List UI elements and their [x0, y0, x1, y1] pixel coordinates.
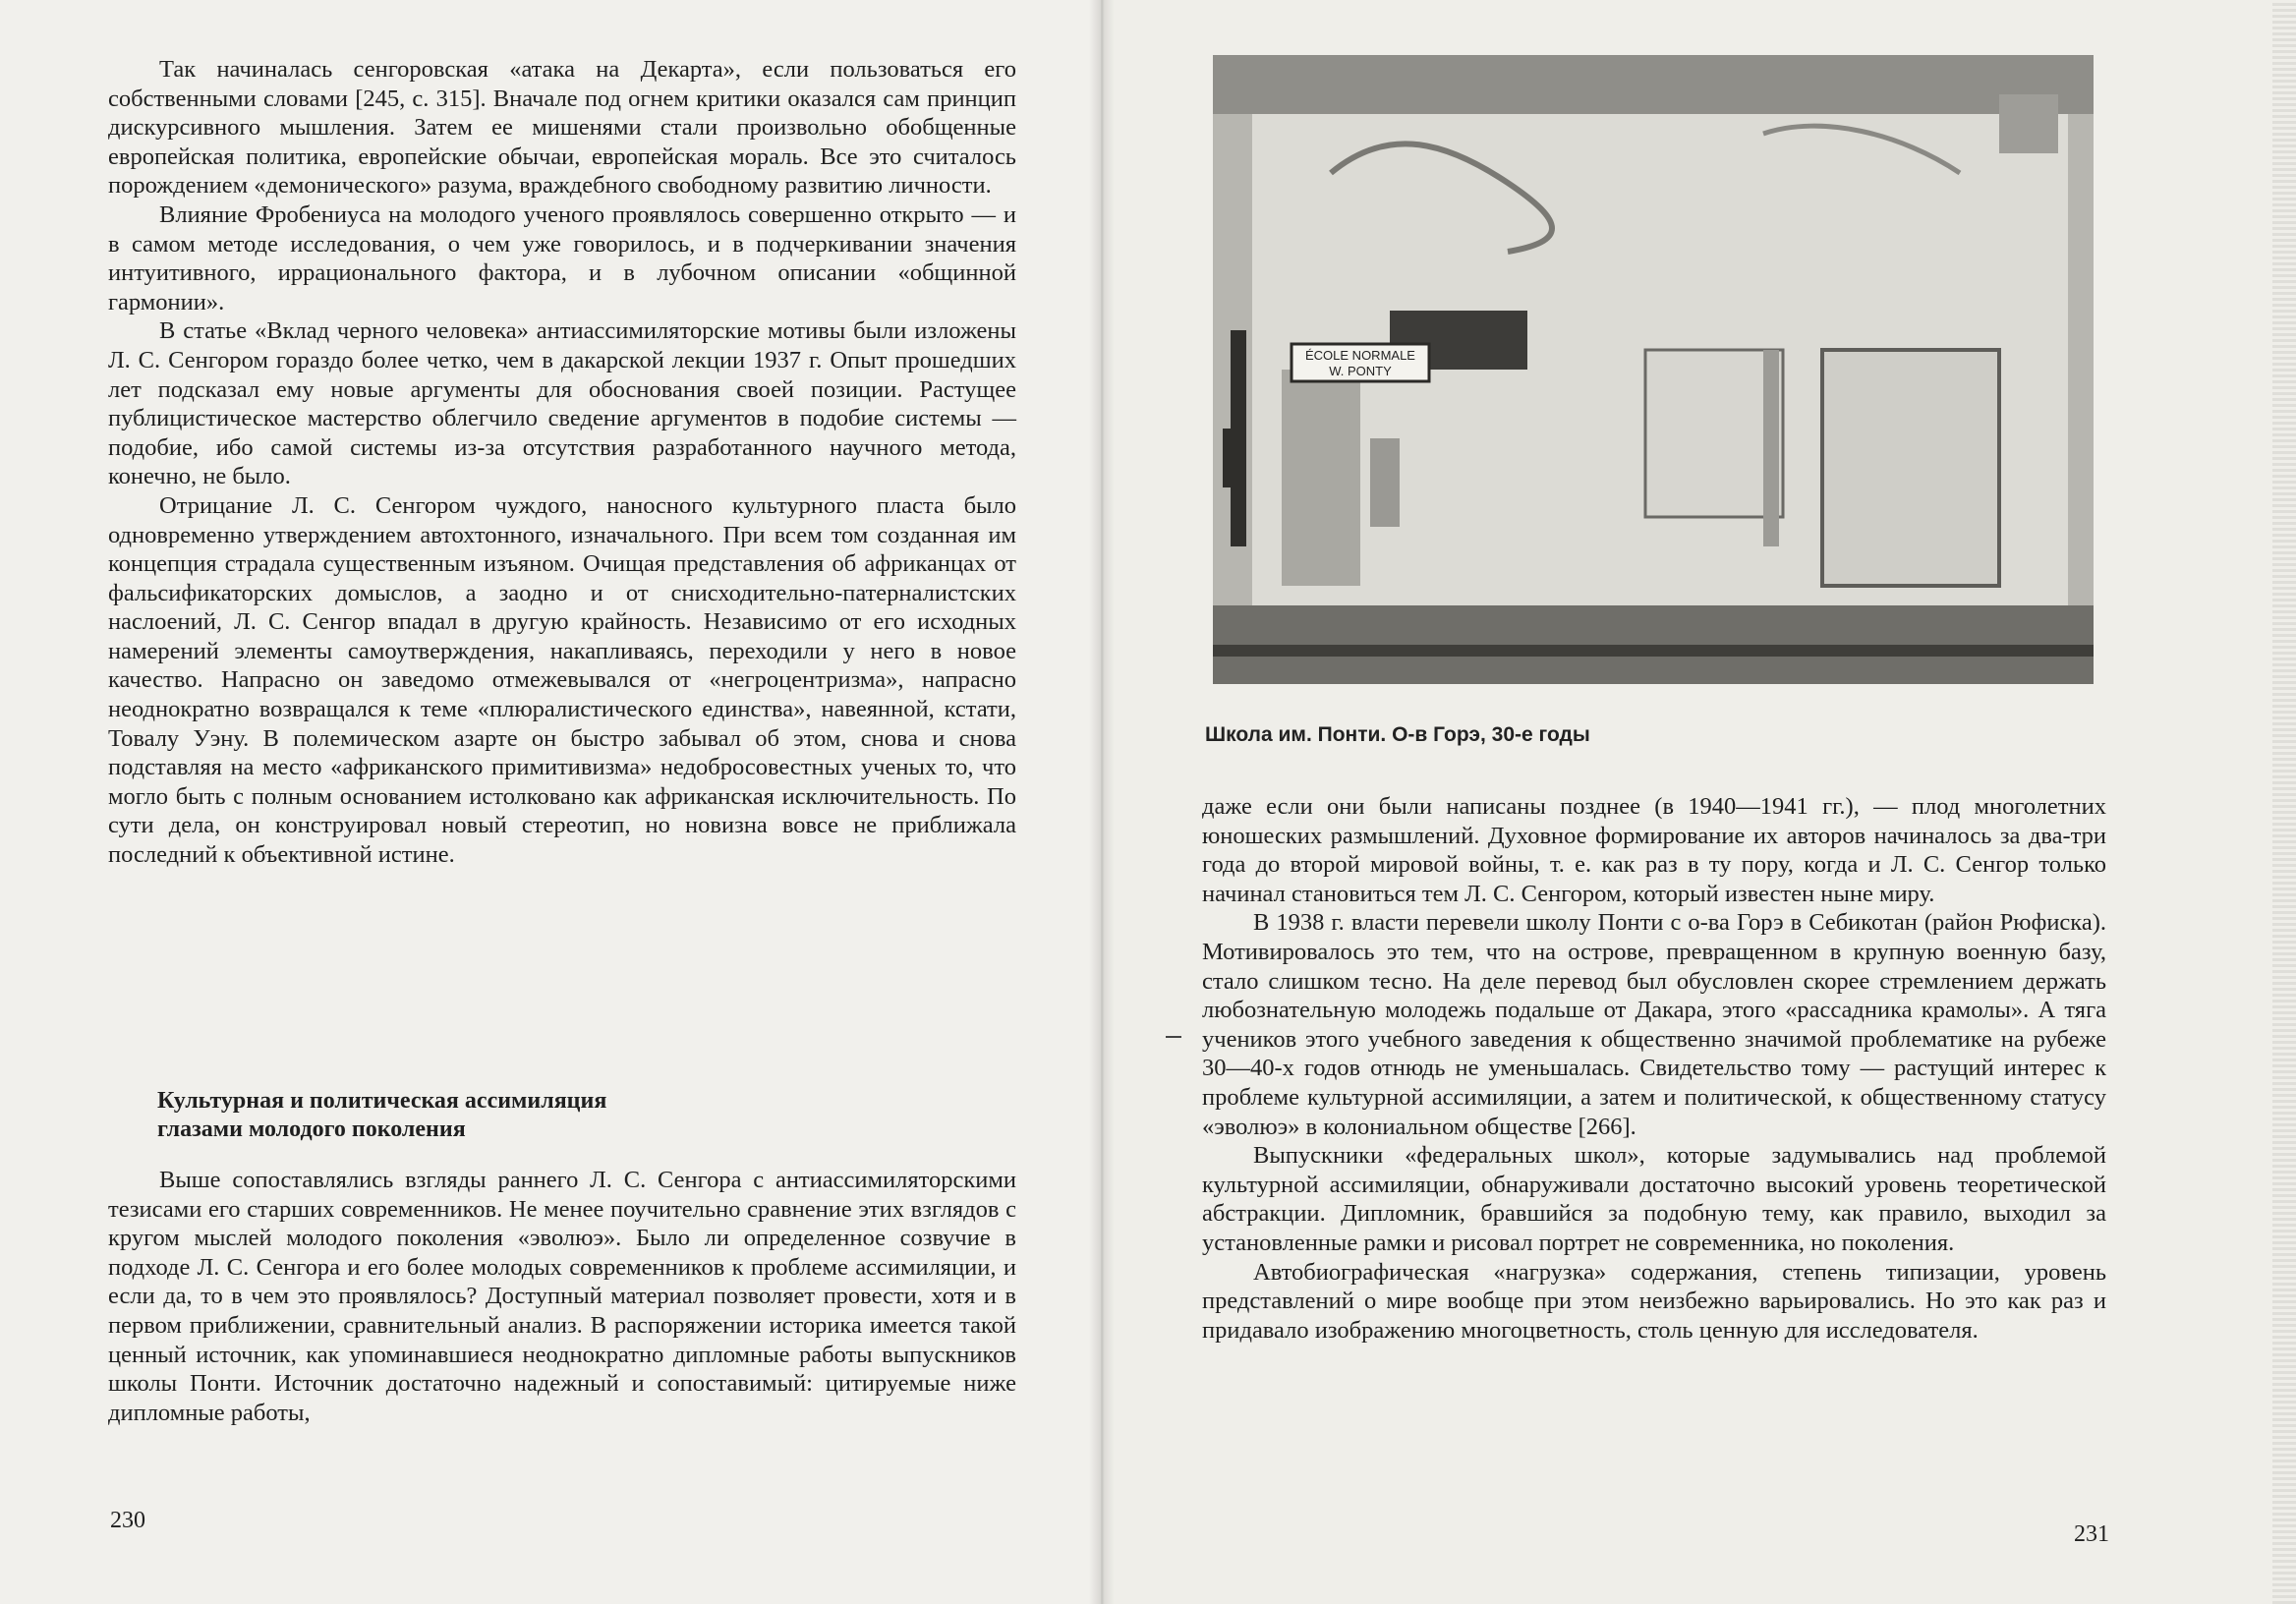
- paragraph: Влияние Фробениуса на молодого ученого проявлялось совершенно открыто — и в самом методе исследования, о чем уже говорилось, и в подчеркивании значения интуитивного, иррационального фактора, и в лубочном описании «общинной гармонии».: [108, 200, 1016, 315]
- margin-mark: [1166, 1036, 1181, 1038]
- paragraph: В 1938 г. власти перевели школу Понти с о-ва Горэ в Себикотан (район Рюфиска). Мотивировалось это тем, что на острове, превращенном в крупную военную базу, стало слишком тесно. На деле перевод был обусловлен скорее стремлением держать любознательную молодежь подальше от Дакара, этого «рассадника крамолы». А тяга учеников этого учебного заведения к общественно значимой проблематике на рубеже 30—40-х годов отнюдь не уменьшалась. Свидетельство тому — растущий интерес к проблеме культурной ассимиляции, а затем и политической, к общественному статусу «эволюэ» в колониальном обществе [266].: [1202, 909, 2106, 1140]
- page-edge: [2272, 0, 2296, 1604]
- school-photo-image: [1213, 55, 2094, 684]
- school-sign-line-1: ÉCOLE NORMALE: [1305, 348, 1415, 363]
- paragraph: В статье «Вклад черного человека» антиассимиляторские мотивы были изложены Л. С. Сенгором гораздо более четко, чем в дакарской лекции 1937 г. Опыт прошедших лет подсказал ему новые аргументы для обоснования своей позиции. Растущее публицистическое мастерство облегчило сведение аргументов в подобие системы — подобие, ибо самой системы из-за отсутствия разработанного научного метода, конечно, не было.: [108, 317, 1016, 490]
- school-sign: [1292, 344, 1429, 381]
- paragraph: даже если они были написаны позднее (в 1940—1941 гг.), — плод многолетних юношеских размышлений. Духовное формирование их авторов начиналось за два-три года до второй мировой войны, т. е. как раз в ту пору, когда и Л. С. Сенгор только начинал становиться тем Л. С. Сенгором, который известен ныне миру.: [1202, 793, 2106, 907]
- page-number-right: 231: [2074, 1521, 2109, 1547]
- section-heading: [157, 1087, 845, 1144]
- section-heading-line-1: Культурная и политическая ассимиляция: [157, 1088, 607, 1114]
- right-column: [1202, 792, 2106, 1345]
- paragraph: Отрицание Л. С. Сенгором чуждого, наносного культурного пласта было одновременно утверждением автохтонного, изначального. При всем том созданная им концепция страдала существенным изъяном. Очищая представления об африканцах от фальсификаторских домыслов, а заодно и от снисходительно-патерналистских наслоений, Л. С. Сенгор впадал в другую крайность. Независимо от его исходных намерений элементы самоутверждения, накапливаясь, переходили у него в новое качество. Напрасно он заведомо отмежевывался от «негроцентризма», напрасно неоднократно возвращался к теме «плюралистического единства», навеянной, кстати, Товалу Уэну. В полемическом азарте он быстро забывал об этом, снова и снова подставляя на место «африканского примитивизма» недобросовестных ученых то, что могло быть с полным основанием истолковано как африканская исключительность. По сути дела, он конструировал новый стереотип, но новизна вовсе не приближала последний к объективной истине.: [108, 491, 1016, 869]
- left-column-lower: [108, 1166, 1016, 1427]
- book-gutter: [1089, 0, 1115, 1604]
- school-photo: [1213, 55, 2094, 684]
- paragraph: Выше сопоставлялись взгляды раннего Л. С. Сенгора с антиассимиляторскими тезисами его старших современников. Не менее поучительно сравнение этих взглядов с кругом мыслей молодого поколения «эволюэ». Было ли определенное созвучие в подходе Л. С. Сенгора и его более молодых современников к проблеме ассимиляции, и если да, то в чем это проявлялось? Доступный материал позволяет провести, хотя и в первом приближении, сравнительный анализ. В распоряжении историка имеется такой ценный источник, как упоминавшиеся неоднократно дипломные работы выпускников школы Понти. Источник достаточно надежный и сопоставимый: цитируемые ниже дипломные работы,: [108, 1167, 1016, 1426]
- paragraph: Так начиналась сенгоровская «атака на Декарта», если пользоваться его собственными словами [245, с. 315]. Вначале под огнем критики оказался сам принцип дискурсивного мышления. Затем ее мишенями стали произвольно обобщенные европейская политика, европейские обычаи, европейская мораль. Все это считалось порождением «демонического» разума, враждебного свободному развитию личности.: [108, 56, 1016, 200]
- left-column-upper: [108, 55, 1016, 870]
- left-page: [0, 0, 1101, 1604]
- paragraph: Автобиографическая «нагрузка» содержания, степень типизации, уровень представлений о мире вообще при этом неизбежно варьировались. Но это как раз и придавало изображению многоцветность, столь ценную для исследователя.: [1202, 1258, 2106, 1344]
- page-number-left: 230: [110, 1508, 145, 1533]
- section-heading-line-2: глазами молодого поколения: [157, 1117, 466, 1142]
- paragraph: Выпускники «федеральных школ», которые задумывались над проблемой культурной ассимиляции, обнаруживали достаточно высокий уровень теоретической абстракции. Дипломник, бравшийся за подобную тему, как правило, выходил за установленные рамки и рисовал портрет не современника, но поколения.: [1202, 1142, 2106, 1256]
- school-sign-line-2: W. PONTY: [1329, 364, 1392, 378]
- photo-caption: Школа им. Понти. О-в Горэ, 30-е годы: [1205, 723, 1590, 746]
